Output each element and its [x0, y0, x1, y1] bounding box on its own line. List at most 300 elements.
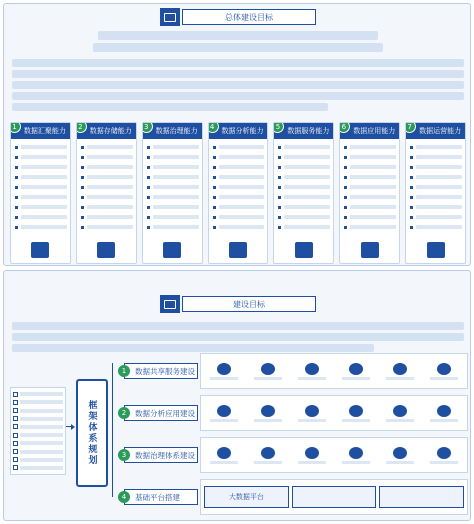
bullet-icon — [213, 206, 216, 209]
database-icon — [77, 237, 136, 263]
bullet-icon — [410, 226, 413, 229]
column-item-label — [219, 195, 265, 199]
construction-band — [118, 437, 468, 473]
bullet-icon — [81, 146, 84, 149]
bullet-icon — [410, 196, 413, 199]
capability-columns — [10, 122, 466, 264]
column-item-label — [87, 155, 133, 159]
column-item — [344, 143, 396, 151]
band-label — [118, 353, 200, 389]
column-body — [209, 139, 268, 237]
card-label — [386, 419, 414, 422]
column-item — [147, 193, 199, 201]
governance-card — [379, 441, 420, 469]
column-item-label — [219, 185, 265, 189]
column-item — [15, 223, 67, 231]
bullet-icon — [81, 166, 84, 169]
column-number-badge: 7 — [406, 123, 416, 133]
card-label — [342, 461, 370, 464]
capability-column-header — [11, 123, 70, 139]
column-item-label — [153, 215, 199, 219]
column-item — [15, 203, 67, 211]
column-item — [213, 183, 265, 191]
column-item-label — [284, 205, 330, 209]
column-item-label — [21, 175, 67, 179]
checkbox-icon — [13, 449, 18, 454]
platform-list — [200, 479, 468, 515]
list-item — [13, 457, 63, 463]
application-icon — [217, 405, 231, 417]
card-label — [210, 377, 238, 380]
column-item-label — [416, 225, 462, 229]
column-number-badge: 3 — [143, 123, 153, 133]
bullet-icon — [344, 216, 347, 219]
column-item — [344, 153, 396, 161]
checkbox-icon — [13, 400, 18, 405]
bullet-icon — [81, 206, 84, 209]
column-item-label — [416, 175, 462, 179]
column-item-label — [87, 145, 133, 149]
column-item-label — [350, 175, 396, 179]
governance-card — [292, 441, 333, 469]
column-item-label — [350, 185, 396, 189]
platform-box — [292, 486, 377, 508]
column-item-label — [416, 195, 462, 199]
column-item — [278, 213, 330, 221]
service-icon — [274, 237, 333, 263]
column-title: 数据应用能力 — [353, 127, 396, 135]
column-item — [147, 183, 199, 191]
card-label — [210, 419, 238, 422]
column-item — [81, 163, 133, 171]
card-label — [342, 377, 370, 380]
capability-column-header — [77, 123, 136, 139]
bullet-icon — [81, 226, 84, 229]
checkbox-icon — [13, 457, 18, 462]
bullet-icon — [213, 196, 216, 199]
application-icon — [261, 405, 275, 417]
column-item — [278, 143, 330, 151]
bullet-icon — [278, 216, 281, 219]
bullet-icon — [278, 186, 281, 189]
card-label — [254, 461, 282, 464]
framework-planning-label: 框架体系规划 — [76, 379, 108, 487]
band-cards — [200, 437, 468, 473]
band-cards — [200, 395, 468, 431]
application-card — [423, 399, 464, 427]
column-item-label — [284, 165, 330, 169]
column-item-label — [416, 155, 462, 159]
column-item-label — [284, 185, 330, 189]
bullet-icon — [344, 146, 347, 149]
column-item — [278, 203, 330, 211]
bullet-icon — [15, 166, 18, 169]
bullet-icon — [15, 186, 18, 189]
column-item — [213, 223, 265, 231]
column-item — [344, 183, 396, 191]
bullet-icon — [410, 156, 413, 159]
bullet-icon — [15, 146, 18, 149]
column-item — [410, 143, 462, 151]
service-icon — [349, 363, 363, 375]
bullet-icon — [213, 186, 216, 189]
application-icon — [305, 405, 319, 417]
bullet-icon — [81, 176, 84, 179]
column-item-label — [350, 195, 396, 199]
band-number-badge: 1 — [118, 365, 130, 377]
band-label — [118, 395, 200, 431]
column-item-label — [21, 225, 67, 229]
capability-column-header — [143, 123, 202, 139]
column-item — [410, 153, 462, 161]
presentation-icon — [160, 295, 180, 313]
bullet-icon — [15, 156, 18, 159]
description-line — [12, 322, 464, 330]
list-item-label — [20, 441, 63, 445]
column-item-label — [219, 215, 265, 219]
governance-icon — [437, 447, 451, 459]
list-item — [13, 424, 63, 430]
list-item — [13, 448, 63, 454]
column-item-label — [153, 155, 199, 159]
governance-icon — [305, 447, 319, 459]
application-icon — [340, 237, 399, 263]
column-item-label — [284, 145, 330, 149]
column-body — [77, 139, 136, 237]
capability-column — [10, 122, 71, 264]
column-item-label — [219, 145, 265, 149]
governance-card — [335, 441, 376, 469]
construction-goal-description — [12, 319, 464, 355]
column-item — [278, 163, 330, 171]
column-item — [147, 223, 199, 231]
bullet-icon — [213, 156, 216, 159]
band-number-badge: 3 — [118, 449, 130, 461]
column-title: 数据分析能力 — [221, 127, 264, 135]
service-icon — [217, 363, 231, 375]
column-item — [81, 173, 133, 181]
bullet-icon — [15, 226, 18, 229]
data-icon — [11, 237, 70, 263]
column-item-label — [284, 215, 330, 219]
column-item — [147, 213, 199, 221]
card-label — [342, 419, 370, 422]
bullet-icon — [147, 176, 150, 179]
band-label — [118, 437, 200, 473]
list-item-label — [20, 417, 63, 421]
list-item-label — [20, 466, 63, 470]
bullet-icon — [81, 186, 84, 189]
column-title: 数据运营能力 — [419, 127, 462, 135]
column-number-badge: 6 — [340, 123, 350, 133]
column-item — [213, 173, 265, 181]
application-icon — [437, 405, 451, 417]
capability-column-header — [340, 123, 399, 139]
column-item-label — [87, 195, 133, 199]
summary-line — [98, 31, 378, 40]
column-body — [340, 139, 399, 237]
list-item — [13, 399, 63, 405]
column-item — [278, 223, 330, 231]
column-item — [147, 163, 199, 171]
checkbox-icon — [13, 433, 18, 438]
band-number-badge: 2 — [118, 407, 130, 419]
service-icon — [393, 363, 407, 375]
description-line — [12, 81, 464, 89]
description-line — [12, 333, 464, 341]
bullet-icon — [81, 156, 84, 159]
column-item-label — [87, 215, 133, 219]
bullet-icon — [344, 206, 347, 209]
list-item — [13, 465, 63, 471]
bullet-icon — [213, 146, 216, 149]
list-item-label — [20, 392, 63, 396]
column-item — [147, 153, 199, 161]
column-item — [410, 173, 462, 181]
column-item-label — [153, 185, 199, 189]
column-item-label — [21, 195, 67, 199]
capability-column-header — [274, 123, 333, 139]
column-item — [344, 163, 396, 171]
bullet-icon — [410, 146, 413, 149]
checkbox-icon — [13, 416, 18, 421]
capability-column — [273, 122, 334, 264]
bullet-icon — [147, 226, 150, 229]
service-icon — [305, 363, 319, 375]
column-item — [410, 223, 462, 231]
service-card — [335, 357, 376, 385]
card-label — [210, 461, 238, 464]
governance-icon — [217, 447, 231, 459]
band-number-badge: 4 — [118, 491, 130, 503]
column-item — [15, 183, 67, 191]
bullet-icon — [147, 206, 150, 209]
description-line — [12, 344, 374, 352]
card-label — [298, 377, 326, 380]
band-title: 数据治理体系建设 — [124, 447, 198, 463]
column-title: 数据治理能力 — [155, 127, 198, 135]
chart-icon — [209, 237, 268, 263]
bullet-icon — [410, 216, 413, 219]
construction-band — [118, 479, 468, 515]
column-item — [278, 153, 330, 161]
column-number-badge: 4 — [209, 123, 219, 133]
bullet-icon — [15, 206, 18, 209]
column-item-label — [153, 195, 199, 199]
overall-goal-panel — [3, 3, 471, 266]
checkbox-icon — [13, 424, 18, 429]
list-item — [13, 416, 63, 422]
application-card — [292, 399, 333, 427]
column-item — [81, 183, 133, 191]
bullet-icon — [147, 216, 150, 219]
overall-goal-title: 总体建设目标 — [182, 9, 316, 25]
column-item — [278, 193, 330, 201]
list-item-label — [20, 409, 63, 413]
bullet-icon — [213, 166, 216, 169]
bullet-icon — [278, 226, 281, 229]
column-item-label — [416, 145, 462, 149]
card-label — [254, 419, 282, 422]
column-number-badge: 5 — [274, 123, 284, 133]
service-icon — [437, 363, 451, 375]
description-line — [12, 92, 464, 100]
column-item-label — [219, 155, 265, 159]
column-number-badge: 1 — [11, 123, 21, 133]
column-number-badge: 2 — [77, 123, 87, 133]
capability-column — [208, 122, 269, 264]
platform-box — [379, 486, 464, 508]
bullet-icon — [147, 196, 150, 199]
column-item — [344, 203, 396, 211]
description-line — [12, 59, 464, 67]
service-card — [379, 357, 420, 385]
bullet-icon — [344, 196, 347, 199]
column-item-label — [350, 145, 396, 149]
bullet-icon — [278, 166, 281, 169]
list-item-label — [20, 450, 63, 454]
column-body — [406, 139, 465, 237]
column-item-label — [350, 225, 396, 229]
column-item-label — [153, 205, 199, 209]
checkbox-icon — [13, 465, 18, 470]
column-item-label — [153, 225, 199, 229]
overall-goal-tag — [160, 8, 316, 26]
bullet-icon — [344, 186, 347, 189]
bullet-icon — [81, 216, 84, 219]
governance-card — [204, 441, 245, 469]
bullet-icon — [147, 166, 150, 169]
column-item — [410, 163, 462, 171]
arrow-right-icon — [66, 426, 72, 427]
column-item — [213, 153, 265, 161]
card-label — [298, 461, 326, 464]
construction-goal-title: 建设目标 — [182, 296, 316, 312]
column-item-label — [21, 155, 67, 159]
column-item — [213, 203, 265, 211]
list-item-label — [20, 400, 63, 404]
column-item — [15, 163, 67, 171]
presentation-icon — [160, 8, 180, 26]
column-title: 数据服务能力 — [287, 127, 330, 135]
checkbox-icon — [13, 408, 18, 413]
bullet-icon — [213, 216, 216, 219]
service-card — [204, 357, 245, 385]
column-item-label — [21, 185, 67, 189]
capability-column-header — [209, 123, 268, 139]
summary-line — [93, 43, 382, 52]
card-label — [430, 461, 458, 464]
column-item — [147, 173, 199, 181]
column-item — [15, 153, 67, 161]
column-item — [410, 213, 462, 221]
band-label — [118, 479, 200, 515]
bullet-icon — [410, 166, 413, 169]
column-item-label — [284, 155, 330, 159]
application-card — [379, 399, 420, 427]
checkbox-icon — [13, 441, 18, 446]
operations-icon — [406, 237, 465, 263]
column-item — [410, 203, 462, 211]
column-body — [11, 139, 70, 237]
column-item — [213, 163, 265, 171]
column-item-label — [87, 225, 133, 229]
governance-card — [423, 441, 464, 469]
band-cards — [200, 353, 468, 389]
column-item — [81, 203, 133, 211]
column-item-label — [219, 165, 265, 169]
bullet-icon — [278, 156, 281, 159]
application-icon — [393, 405, 407, 417]
governance-icon — [261, 447, 275, 459]
column-item — [81, 193, 133, 201]
column-item — [344, 173, 396, 181]
band-title: 基础平台搭建 — [124, 489, 198, 505]
bullet-icon — [344, 226, 347, 229]
column-item-label — [21, 205, 67, 209]
platform-box: 大数据平台 — [204, 486, 289, 508]
list-item — [13, 391, 63, 397]
card-label — [298, 419, 326, 422]
column-item — [15, 213, 67, 221]
service-card — [248, 357, 289, 385]
band-title: 数据共享服务建设 — [124, 363, 198, 379]
column-item-label — [153, 165, 199, 169]
column-item — [147, 143, 199, 151]
column-item — [15, 143, 67, 151]
column-item — [278, 183, 330, 191]
column-item-label — [219, 225, 265, 229]
column-item-label — [350, 215, 396, 219]
application-card — [248, 399, 289, 427]
bullet-icon — [278, 206, 281, 209]
capability-column — [142, 122, 203, 264]
column-item-label — [350, 205, 396, 209]
column-item-label — [153, 175, 199, 179]
band-title: 数据分析应用建设 — [124, 405, 198, 421]
column-item — [213, 193, 265, 201]
column-item — [213, 213, 265, 221]
column-item-label — [350, 155, 396, 159]
column-item — [81, 223, 133, 231]
application-card — [204, 399, 245, 427]
column-item-label — [350, 165, 396, 169]
description-line — [12, 70, 464, 78]
list-item — [13, 432, 63, 438]
construction-goal-tag — [160, 295, 316, 313]
column-item-label — [416, 205, 462, 209]
bullet-icon — [344, 166, 347, 169]
bullet-icon — [15, 176, 18, 179]
card-label — [386, 377, 414, 380]
column-item-label — [284, 175, 330, 179]
framework-items-list — [10, 387, 66, 475]
bullet-icon — [213, 226, 216, 229]
column-body — [274, 139, 333, 237]
column-item — [81, 143, 133, 151]
column-item — [344, 193, 396, 201]
column-item-label — [284, 195, 330, 199]
bullet-icon — [147, 146, 150, 149]
service-icon — [261, 363, 275, 375]
construction-band — [118, 395, 468, 431]
column-item-label — [87, 185, 133, 189]
bullet-icon — [147, 156, 150, 159]
column-item-label — [284, 225, 330, 229]
service-card — [423, 357, 464, 385]
application-icon — [349, 405, 363, 417]
column-item — [147, 203, 199, 211]
